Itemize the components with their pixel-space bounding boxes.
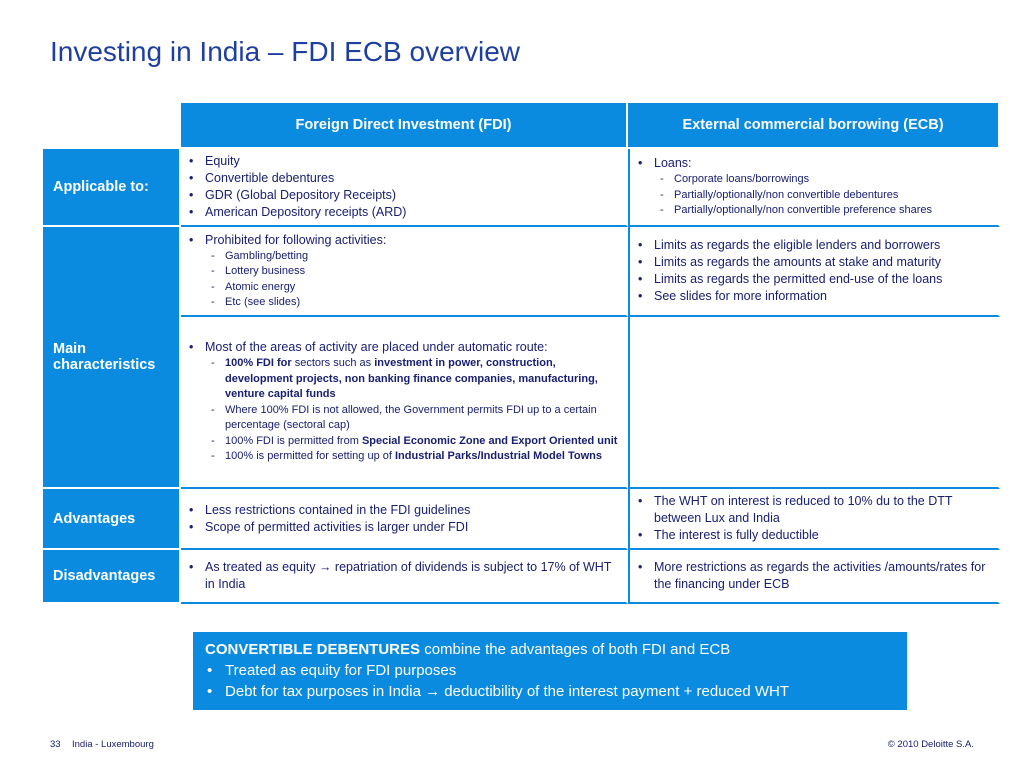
- row-label-main: Main characteristics: [43, 227, 181, 489]
- row-label-advantages: Advantages: [43, 489, 181, 550]
- prohibited-item: - Gambling/betting: [205, 249, 620, 265]
- main-ecb-cell: [628, 227, 1000, 317]
- applicable-ecb-subitem: - Corporate loans/borrowings: [654, 172, 992, 188]
- prohibited-item: - Etc (see slides): [205, 295, 620, 311]
- advantages-ecb-item: • The WHT on interest is reduced to 10% du to the DTT between Lux and India: [634, 493, 992, 527]
- footer-page-number: 33: [50, 739, 61, 750]
- row-applicable: [43, 149, 1000, 227]
- auto-item-text: 100% is permitted for setting up of: [225, 450, 395, 463]
- callout-lead-bold: CONVERTIBLE DEBENTURES: [205, 641, 421, 658]
- callout-bullet: • Debt for tax purposes in India → deductibility of the interest payment + reduced WHT: [205, 681, 905, 702]
- header-corner: [43, 103, 181, 149]
- applicable-ecb-subitem: - Partially/optionally/non convertible debentures: [654, 188, 992, 204]
- header-fdi: Foreign Direct Investment (FDI): [181, 103, 628, 149]
- auto-item-text: 100% FDI is permitted from: [225, 434, 362, 447]
- main-ecb-item: • Limits as regards the eligible lenders and borrowers: [634, 237, 992, 254]
- disadvantages-fdi-cell: [181, 550, 628, 604]
- advantages-fdi-cell: [181, 489, 628, 550]
- main-fdi-auto-text: Most of the areas of activity are placed under automatic route:: [205, 340, 548, 355]
- applicable-ecb-item: [634, 155, 992, 219]
- prohibited-item: - Lottery business: [205, 264, 620, 280]
- main-fdi-prohibited: [185, 232, 620, 311]
- auto-item-bold: Special Economic Zone and Export Oriented unit: [361, 434, 618, 447]
- advantages-fdi-item: • Less restrictions contained in the FDI guidelines: [185, 502, 620, 519]
- auto-item-bold: 100% FDI for: [225, 357, 292, 370]
- header-ecb: External commercial borrowing (ECB): [628, 103, 1000, 149]
- main-fdi-prohibited-cell: [181, 227, 628, 317]
- main-ecb-item: • See slides for more information: [634, 288, 992, 305]
- row-main-2: [43, 317, 1000, 489]
- disadvantages-ecb-cell: [628, 550, 1000, 604]
- advantages-ecb-item: • The interest is fully deductible: [634, 527, 992, 544]
- auto-item-bold: Industrial Parks/Industrial Model Towns: [394, 450, 602, 463]
- applicable-fdi-item: • GDR (Global Depository Receipts): [185, 187, 620, 204]
- auto-item: [205, 434, 620, 450]
- applicable-ecb-cell: [628, 149, 1000, 227]
- advantages-ecb-cell: [628, 489, 1000, 550]
- slide-title: Investing in India – FDI ECB overview: [50, 36, 520, 67]
- applicable-ecb-subitem: - Partially/optionally/non convertible preference shares: [654, 203, 992, 219]
- row-label-disadvantages: Disadvantages: [43, 550, 181, 604]
- comparison-table: [43, 103, 1000, 604]
- convertible-debentures-callout: [193, 632, 907, 710]
- applicable-fdi-cell: [181, 149, 628, 227]
- main-fdi-auto: [185, 339, 620, 465]
- callout-lead-text: combine the advantages of both FDI and ECB: [420, 641, 731, 658]
- main-fdi-auto-cell: [181, 317, 628, 489]
- row-main-1: [43, 227, 1000, 317]
- auto-item-text: sectors such as: [291, 357, 375, 370]
- applicable-fdi-item: • American Depository receipts (ARD): [185, 204, 620, 221]
- row-advantages: [43, 489, 1000, 550]
- auto-item: [205, 356, 620, 403]
- footer-copyright: © 2010 Deloitte S.A.: [887, 739, 974, 750]
- header-row: [43, 103, 1000, 149]
- footer-section: India - Luxembourg: [72, 739, 154, 750]
- disadvantages-ecb-item: • More restrictions as regards the activities /amounts/rates for the financing under ECB: [634, 559, 992, 593]
- row-label-applicable: Applicable to:: [43, 149, 181, 227]
- main-ecb-item: • Limits as regards the permitted end-use of the loans: [634, 271, 992, 288]
- advantages-fdi-item: • Scope of permitted activities is larger under FDI: [185, 519, 620, 536]
- applicable-ecb-loans: Loans:: [654, 156, 692, 171]
- callout-lead: [205, 639, 905, 660]
- disadvantages-fdi-item: • As treated as equity → repatriation of dividends is subject to 17% of WHT in India: [185, 559, 620, 593]
- main-ecb-item: • Limits as regards the amounts at stake and maturity: [634, 254, 992, 271]
- callout-bullet: • Treated as equity for FDI purposes: [205, 660, 905, 681]
- auto-item: [205, 449, 620, 465]
- applicable-fdi-item: • Convertible debentures: [185, 170, 620, 187]
- applicable-fdi-item: • Equity: [185, 153, 620, 170]
- row-disadvantages: [43, 550, 1000, 604]
- auto-item: - Where 100% FDI is not allowed, the Government permits FDI up to a certain percentage (sectoral cap): [205, 403, 620, 434]
- auto-item-bold: investment in power, construction, development projects, non banking finance companies, manufacturing, venture capital funds: [225, 357, 598, 401]
- main-ecb-empty-cell: [628, 317, 1000, 489]
- prohibited-item: - Atomic energy: [205, 280, 620, 296]
- main-fdi-prohibited-text: Prohibited for following activities:: [205, 232, 387, 247]
